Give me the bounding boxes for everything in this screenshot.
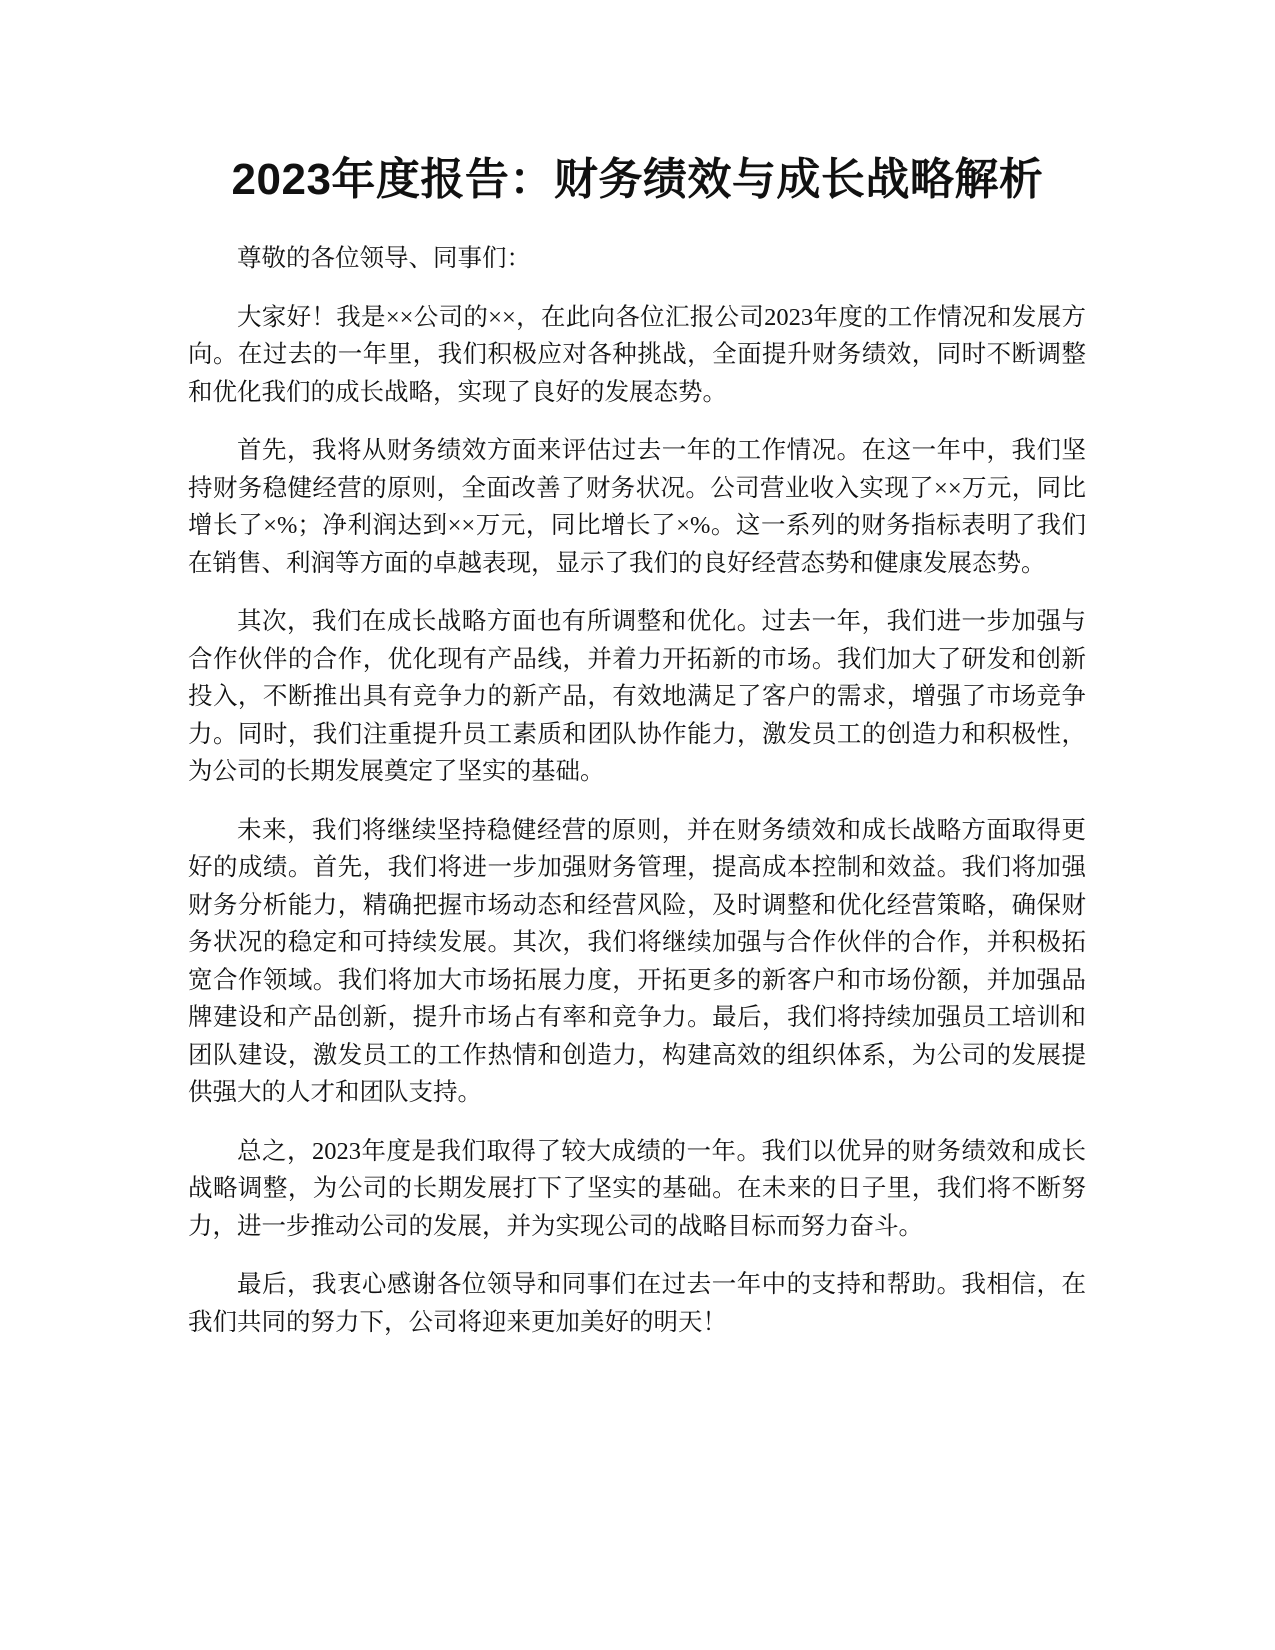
paragraph-future-plans: 未来，我们将继续坚持稳健经营的原则，并在财务绩效和成长战略方面取得更好的成绩。首先，我们将进一步加强财务管理，提高成本控制和效益。我们将加强财务分析能力，精确把握市场动态和经营风险，及时调整和优化经营策略，确保财务状况的稳定和可持续发展。其次，我们将继续加强与合作伙伴的合作，并积极拓宽合作领域。我们将加大市场拓展力度，开拓更多的新客户和市场份额，并加强品牌建设和产品创新，提升市场占有率和竞争力。最后，我们将持续加强员工培训和团队建设，激发员工的工作热情和创造力，构建高效的组织体系，为公司的发展提供强大的人才和团队支持。	[188, 816, 1086, 1106]
paragraph-growth-strategy: 其次，我们在成长战略方面也有所调整和优化。过去一年，我们进一步加强与合作伙伴的合作，优化现有产品线，并着力开拓新的市场。我们加大了研发和创新投入，不断推出具有竞争力的新产品，有效地满足了客户的需求，增强了市场竞争力。同时，我们注重提升员工素质和团队协作能力，激发员工的创造力和积极性，为公司的长期发展奠定了坚实的基础。	[188, 608, 1086, 785]
document-body	[188, 240, 1086, 1362]
paragraph-closing: 最后，我衷心感谢各位领导和同事们在过去一年中的支持和帮助。我相信，在我们共同的努力下，公司将迎来更加美好的明天！	[188, 1271, 1086, 1336]
paragraph-summary: 总之，2023年度是我们取得了较大成绩的一年。我们以优异的财务绩效和成长战略调整，为公司的长期发展打下了坚实的基础。在未来的日子里，我们将不断努力，进一步推动公司的发展，并为实现公司的战略目标而努力奋斗。	[188, 1137, 1086, 1240]
document-title: 2023年度报告：财务绩效与成长战略解析	[231, 155, 1044, 204]
paragraph-intro: 大家好！我是××公司的××，在此向各位汇报公司2023年度的工作情况和发展方向。在过去的一年里，我们积极应对各种挑战，全面提升财务绩效，同时不断调整和优化我们的成长战略，实现了良好的发展态势。	[188, 303, 1086, 406]
paragraph-greeting: 尊敬的各位领导、同事们：	[237, 245, 531, 272]
paragraph-financial-performance: 首先，我将从财务绩效方面来评估过去一年的工作情况。在这一年中，我们坚持财务稳健经营的原则，全面改善了财务状况。公司营业收入实现了××万元，同比增长了×%；净利润达到××万元，同比增长了×%。这一系列的财务指标表明了我们在销售、利润等方面的卓越表现，显示了我们的良好经营态势和健康发展态势。	[188, 437, 1086, 577]
